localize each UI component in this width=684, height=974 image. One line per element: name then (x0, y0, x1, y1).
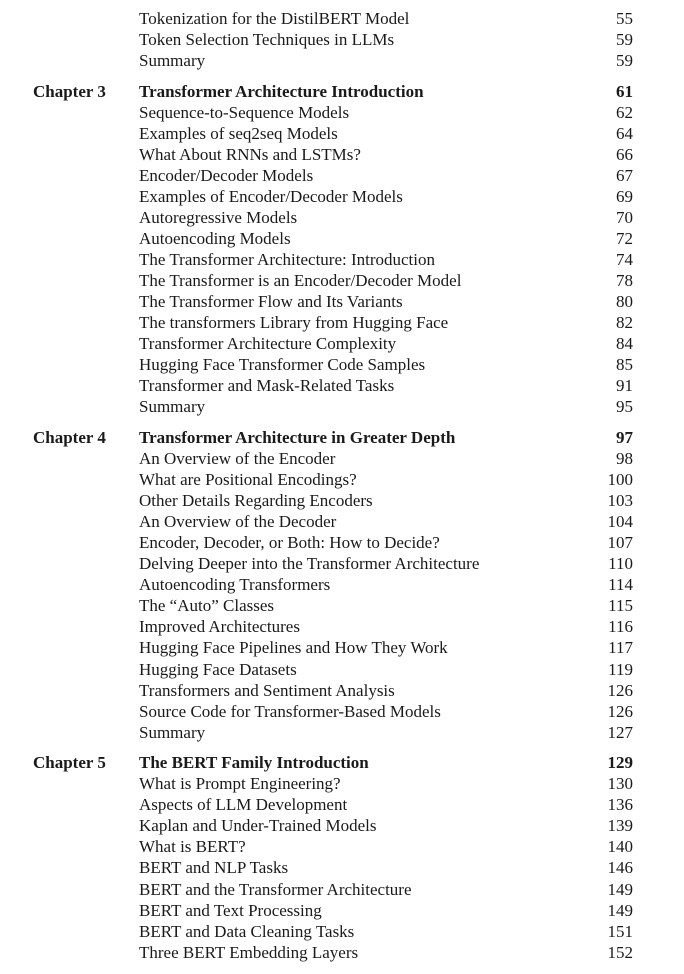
toc-entry[interactable] (0, 857, 684, 878)
chapter-heading-row[interactable] (0, 427, 684, 448)
toc-entry-page-number: 115 (608, 596, 633, 616)
chapter-number: Chapter 3 (33, 81, 106, 101)
toc-entry[interactable] (0, 102, 684, 123)
toc-entry-page-number: 126 (607, 701, 633, 721)
toc-entry-page-number: 110 (608, 554, 633, 574)
toc-entry-title: Aspects of LLM Development (139, 795, 348, 815)
toc-entry[interactable] (0, 50, 684, 71)
toc-entry-title: The “Auto” Classes (139, 596, 275, 616)
toc-entry-page-number: 59 (616, 30, 633, 50)
toc-entry[interactable] (0, 722, 684, 743)
toc-entry-title: Three BERT Embedding Layers (139, 942, 359, 962)
toc-entry-title: The Transformer is an Encoder/Decoder Model (139, 271, 462, 291)
toc-entry[interactable] (0, 659, 684, 680)
toc-entry-page-number: 85 (616, 355, 633, 375)
toc-entry-title: An Overview of the Encoder (139, 449, 336, 468)
toc-entry-page-number: 95 (616, 397, 633, 417)
toc-entry-page-number: 116 (608, 617, 633, 637)
toc-entry-page-number: 139 (607, 816, 633, 836)
toc-entry-page-number: 152 (607, 942, 633, 962)
toc-entry-page-number: 119 (608, 659, 633, 679)
toc-entry-page-number: 70 (616, 208, 633, 227)
toc-entry-page-number: 114 (608, 575, 633, 595)
toc-entry[interactable] (0, 511, 684, 532)
toc-entry-title: Summary (139, 51, 206, 71)
toc-entry[interactable] (0, 8, 684, 29)
toc-entry-title: What About RNNs and LSTMs? (139, 144, 361, 164)
toc-entry-page-number: 127 (607, 722, 633, 742)
toc-entry-title: BERT and Text Processing (139, 900, 322, 920)
toc-entry[interactable] (0, 900, 684, 921)
toc-entry-title: Examples of Encoder/Decoder Models (139, 186, 403, 206)
toc-entry[interactable] (0, 396, 684, 417)
toc-entry-page-number: 64 (616, 123, 633, 143)
toc-entry-title: Other Details Regarding Encoders (139, 491, 373, 511)
chapter-title: The BERT Family Introduction (139, 753, 369, 773)
chapter-heading-row[interactable] (0, 752, 684, 773)
toc-entry-title: Autoregressive Models (139, 208, 298, 227)
toc-entry-title: The Transformer Flow and Its Variants (139, 292, 403, 312)
toc-entry-title: Summary (139, 397, 206, 417)
toc-entry[interactable] (0, 228, 684, 249)
toc-entry-title: Kaplan and Under-Trained Models (139, 816, 377, 836)
toc-entry[interactable] (0, 291, 684, 312)
toc-entry[interactable] (0, 375, 684, 396)
toc-entry-title: Autoencoding Transformers (139, 575, 331, 595)
toc-entry[interactable] (0, 921, 684, 942)
toc-entry-page-number: 78 (616, 271, 633, 291)
toc-entry-title: BERT and Data Cleaning Tasks (139, 921, 355, 941)
toc-entry-page-number: 117 (608, 638, 633, 658)
toc-entry-title: The Transformer Architecture: Introduction (139, 250, 436, 270)
toc-entry-page-number: 136 (607, 795, 633, 815)
toc-entry[interactable] (0, 448, 684, 469)
chapter-page-number: 61 (616, 81, 633, 101)
toc-entry-page-number: 107 (607, 533, 633, 553)
toc-entry-page-number: 62 (616, 102, 633, 122)
toc-entry-page-number: 140 (607, 837, 633, 857)
toc-entry-title: Hugging Face Pipelines and How They Work (139, 638, 448, 658)
toc-entry-title: Token Selection Techniques in LLMs (139, 30, 395, 50)
toc-entry-title: Sequence-to-Sequence Models (139, 102, 350, 122)
toc-entry-page-number: 149 (607, 879, 633, 899)
toc-entry[interactable] (0, 942, 684, 963)
chapter-title: Transformer Architecture in Greater Depth (139, 428, 456, 447)
toc-entry-title: Transformer and Mask-Related Tasks (139, 376, 395, 396)
toc-entry-page-number: 66 (616, 144, 633, 164)
toc-entry[interactable] (0, 165, 684, 186)
toc-entry[interactable] (0, 532, 684, 553)
toc-entry[interactable] (0, 354, 684, 375)
toc-entry-page-number: 72 (616, 229, 633, 248)
toc-entry-page-number: 103 (607, 491, 633, 511)
toc-entry-title: BERT and NLP Tasks (139, 858, 289, 878)
toc-entry-page-number: 126 (607, 680, 633, 700)
toc-entry-title: BERT and the Transformer Architecture (139, 879, 412, 899)
toc-entry-title: Hugging Face Transformer Code Samples (139, 355, 426, 375)
toc-entry[interactable] (0, 574, 684, 595)
toc-entry-title: Autoencoding Models (139, 229, 291, 248)
toc-entry-page-number: 146 (607, 858, 633, 878)
toc-entry[interactable] (0, 595, 684, 616)
toc-entry[interactable] (0, 773, 684, 794)
chapter-page-number: 97 (616, 428, 633, 447)
toc-entry-title: Summary (139, 722, 206, 742)
toc-entry-title: Transformer Architecture Complexity (139, 334, 397, 354)
toc-entry-title: An Overview of the Decoder (139, 512, 337, 532)
toc-entry-title: What is Prompt Engineering? (139, 774, 341, 794)
toc-entry-title: The transformers Library from Hugging Face (139, 313, 449, 333)
toc-entry-page-number: 149 (607, 900, 633, 920)
toc-entry[interactable] (0, 29, 684, 50)
toc-entry[interactable] (0, 123, 684, 144)
toc-entry-title: Examples of seq2seq Models (139, 123, 338, 143)
toc-entry[interactable] (0, 616, 684, 637)
toc-entry[interactable] (0, 270, 684, 291)
toc-entry-title: Tokenization for the DistilBERT Model (139, 9, 410, 28)
chapter-number: Chapter 5 (33, 753, 106, 773)
toc-entry[interactable] (0, 879, 684, 900)
toc-entry[interactable] (0, 312, 684, 333)
toc-entry-page-number: 130 (607, 774, 633, 794)
toc-entry-page-number: 104 (607, 512, 633, 532)
toc-entry-page-number: 74 (616, 250, 633, 270)
toc-entry-page-number: 59 (616, 51, 633, 71)
toc-entry-page-number: 55 (616, 9, 633, 28)
toc-entry[interactable] (0, 249, 684, 270)
toc-entry[interactable] (0, 701, 684, 722)
toc-entry[interactable] (0, 186, 684, 207)
chapter-number: Chapter 4 (33, 428, 106, 447)
toc-entry-title: Hugging Face Datasets (139, 659, 297, 679)
toc-entry-title: Transformers and Sentiment Analysis (139, 680, 395, 700)
toc-entry[interactable] (0, 794, 684, 815)
toc-entry[interactable] (0, 836, 684, 857)
toc-entry-title: Delving Deeper into the Transformer Architecture (139, 554, 480, 574)
toc-entry[interactable] (0, 207, 684, 228)
toc-entry[interactable] (0, 333, 684, 354)
toc-entry-page-number: 100 (607, 470, 633, 490)
toc-entry-title: Encoder/Decoder Models (139, 165, 314, 185)
toc-entry-title: Encoder, Decoder, or Both: How to Decide? (139, 533, 440, 553)
toc-entry[interactable] (0, 553, 684, 574)
chapter-title: Transformer Architecture Introduction (139, 81, 424, 101)
toc-entry[interactable] (0, 680, 684, 701)
toc-entry-page-number: 69 (616, 186, 633, 206)
toc-entry-title: What are Positional Encodings? (139, 470, 357, 490)
toc-entry[interactable] (0, 144, 684, 165)
chapter-page-number: 129 (607, 753, 633, 773)
toc-entry-title: Improved Architectures (139, 617, 300, 637)
toc-entry-title: Source Code for Transformer-Based Models (139, 701, 441, 721)
toc-entry[interactable] (0, 490, 684, 511)
toc-entry-page-number: 91 (616, 376, 633, 396)
toc-entry[interactable] (0, 469, 684, 490)
toc-entry-page-number: 82 (616, 313, 633, 333)
toc-entry-page-number: 151 (607, 921, 633, 941)
toc-entry[interactable] (0, 815, 684, 836)
toc-entry-page-number: 98 (616, 449, 633, 468)
toc-entry-page-number: 84 (616, 334, 633, 354)
chapter-heading-row[interactable] (0, 81, 684, 102)
toc-entry-page-number: 67 (616, 165, 633, 185)
toc-entry-title: What is BERT? (139, 837, 246, 857)
toc-entry-page-number: 80 (616, 292, 633, 312)
toc-entry[interactable] (0, 637, 684, 658)
